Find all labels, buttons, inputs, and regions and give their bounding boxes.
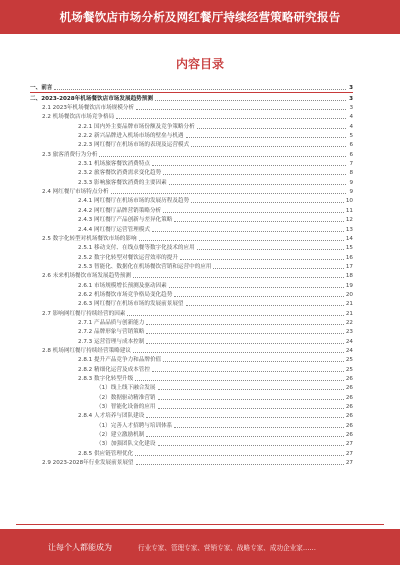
toc-dot-leader xyxy=(135,380,344,381)
footer-banner xyxy=(0,529,400,565)
toc-entry-title: 2.5.1 移动支付、在线点餐等数字化技术的应用 xyxy=(78,245,195,252)
toc-entry-title: 2.9 2023-2028年行业发展前景展望 xyxy=(42,460,134,467)
toc-page-number: 18 xyxy=(345,273,353,280)
toc-dot-leader xyxy=(152,231,344,232)
footer-slogan: 让每个人都能成为 xyxy=(48,542,112,552)
toc-entry[interactable] xyxy=(30,159,353,168)
toc-entry-title: （1）线上线下融合发展 xyxy=(96,385,156,392)
toc-entry-title: 2.7 影响网红餐厅持续经营的因素 xyxy=(42,310,126,317)
toc-page-number: 14 xyxy=(345,235,353,242)
toc-heading: 内容目录 xyxy=(175,57,224,71)
toc-dot-leader xyxy=(99,156,346,157)
toc-dot-leader xyxy=(146,417,344,418)
toc-entry[interactable] xyxy=(30,458,353,467)
toc-entry-title: 2.8.5 供应链管理优化 xyxy=(78,450,134,457)
toc-entry-title: 2.4.3 网红餐厅产品创新与差异化策略 xyxy=(78,217,173,224)
toc-entry[interactable] xyxy=(30,336,353,345)
toc-entry[interactable] xyxy=(30,224,353,233)
toc-entry-title: 2.4.4 网红餐厅运营管理模式 xyxy=(78,226,150,233)
footer-tagline: 行业专家、管理专家、营销专家、战略专家、成功企业家…… xyxy=(138,544,317,552)
toc-entry-title: 2.7.1 产品品质与创新能力 xyxy=(78,319,145,326)
toc-dot-leader xyxy=(54,89,346,90)
toc-dot-leader xyxy=(163,212,344,213)
toc-dot-leader xyxy=(135,455,344,456)
toc-page-number: 27 xyxy=(345,460,353,467)
toc-page-number: 5 xyxy=(349,133,353,140)
toc-entry-title: 2.8 机场网红餐厅持续经营策略建议 xyxy=(42,347,131,354)
toc-entry-title: （3）加强团队文化建设 xyxy=(96,441,156,448)
toc-page-number: 11 xyxy=(345,207,353,214)
header-banner xyxy=(0,0,400,34)
toc-entry-title: 2.2 机场餐饮店市场竞争格局 xyxy=(42,114,115,121)
toc-page-number: 27 xyxy=(345,450,353,457)
toc-entry[interactable] xyxy=(30,83,353,93)
toc-entry-title: 2.6.1 市场规模增长预测及驱动因素 xyxy=(78,282,167,289)
toc-dot-leader xyxy=(197,128,346,129)
toc-entry[interactable] xyxy=(30,121,353,130)
toc-entry-title: 二、2023-2028年机场餐饮店市场发展趋势预测 xyxy=(30,95,153,102)
toc-page-number: 26 xyxy=(345,432,353,439)
toc-entry-title: 2.7.3 运营管理与成本控制 xyxy=(78,338,145,345)
toc-entry[interactable] xyxy=(30,271,353,280)
toc-entry-title: 2.8.4 人才培养与团队建设 xyxy=(78,413,145,420)
toc-page-number: 26 xyxy=(345,385,353,392)
toc-entry[interactable] xyxy=(30,196,353,205)
toc-entry-title: 2.8.3 数字化转型升级 xyxy=(78,376,134,382)
toc-entry[interactable] xyxy=(30,430,353,439)
toc-entry-title: 2.2.1 国内外主要品牌市场份额及竞争策略分析 xyxy=(78,123,195,130)
toc-entry-title: 2.6 未来机场餐饮市场发展趋势预测 xyxy=(42,273,131,280)
toc-entry[interactable] xyxy=(30,280,353,289)
toc-entry-title: 2.4 网红餐厅市场特点分析 xyxy=(42,189,109,196)
toc-entry[interactable] xyxy=(30,383,353,392)
toc-page-number: 23 xyxy=(345,329,353,336)
toc-entry[interactable] xyxy=(30,318,353,327)
toc-entry-title: 2.6.2 机场餐饮市场竞争格局变化趋势 xyxy=(78,291,173,298)
toc-dot-leader xyxy=(158,408,344,409)
toc-entry-title: 2.5 数字化转型对机场餐饮市场的影响 xyxy=(42,235,137,242)
toc-dot-leader xyxy=(174,296,344,297)
toc-entry[interactable] xyxy=(30,234,353,243)
toc-entry[interactable] xyxy=(30,93,353,102)
toc-dot-leader xyxy=(136,464,344,465)
toc-dot-leader xyxy=(146,343,344,344)
toc-entry[interactable] xyxy=(30,439,353,448)
toc-page-number: 10 xyxy=(345,198,353,205)
toc-dot-leader xyxy=(158,389,344,390)
toc-page-number: 4 xyxy=(349,123,353,130)
toc-entry-title: 2.3.1 机场旅客餐饮消费特点 xyxy=(78,161,150,168)
toc-page-number: 25 xyxy=(345,366,353,373)
toc-entry-title: 一、前言 xyxy=(30,85,53,92)
toc-entry[interactable] xyxy=(30,308,353,317)
toc-entry[interactable] xyxy=(30,168,353,177)
toc-page-number: 26 xyxy=(345,404,353,411)
toc-dot-leader xyxy=(136,109,346,110)
toc-dot-leader xyxy=(174,427,344,428)
toc-page-number: 17 xyxy=(345,263,353,270)
toc-entry[interactable] xyxy=(30,252,353,261)
toc-page-number: 4 xyxy=(349,114,353,121)
toc-page-number: 24 xyxy=(345,338,353,345)
toc-entry[interactable] xyxy=(30,392,353,401)
toc-page-number: 22 xyxy=(345,319,353,326)
toc-dot-leader xyxy=(191,146,346,147)
toc-entry[interactable] xyxy=(30,411,353,420)
toc-entry-title: 2.2.2 新兴品牌进入机场市场的壁垒与机遇 xyxy=(78,133,184,140)
toc-entry-title: 2.3.3 影响旅客餐饮消费的主要因素 xyxy=(78,179,167,186)
toc-entry[interactable] xyxy=(30,290,353,299)
toc-entry-title: 2.3 旅客消费行为分析 xyxy=(42,151,98,158)
toc-dot-leader xyxy=(174,221,344,222)
toc-entry-title: 2.7.2 品牌形象与营销策略 xyxy=(78,329,145,336)
toc-page-number: 13 xyxy=(345,226,353,233)
toc-page-number: 6 xyxy=(349,151,353,158)
toc-page-number: 21 xyxy=(345,310,353,317)
toc-dot-leader xyxy=(155,100,346,101)
toc-entry[interactable] xyxy=(30,448,353,457)
toc-dot-leader xyxy=(197,249,344,250)
toc-page-number: 27 xyxy=(345,441,353,448)
toc-page-number: 3 xyxy=(349,85,353,92)
toc-entry[interactable] xyxy=(30,364,353,373)
toc-dot-leader xyxy=(169,184,346,185)
toc-entry[interactable] xyxy=(30,187,353,196)
toc-page-number: 9 xyxy=(349,189,353,196)
toc-entry[interactable] xyxy=(30,177,353,186)
toc-entry-title: 2.1 2023年机场餐饮店市场规模分析 xyxy=(42,105,135,112)
report-title: 机场餐饮店市场分析及网红餐厅持续经营策略研究报告 xyxy=(59,10,341,24)
toc-dot-leader xyxy=(116,118,346,119)
toc-dot-leader xyxy=(152,371,344,372)
toc-page-number: 26 xyxy=(345,376,353,382)
toc-entry-title: （3）智能化设备的应用 xyxy=(96,404,156,411)
toc-entry[interactable] xyxy=(30,299,353,308)
toc-dot-leader xyxy=(180,259,344,260)
toc-page-number: 3 xyxy=(349,95,353,102)
toc-entry[interactable] xyxy=(30,327,353,336)
table-of-contents xyxy=(30,83,353,467)
toc-dot-leader xyxy=(213,268,343,269)
toc-dot-leader xyxy=(111,193,346,194)
toc-page-number: 25 xyxy=(345,357,353,364)
toc-page-number: 20 xyxy=(345,291,353,298)
toc-dot-leader xyxy=(139,240,344,241)
toc-dot-leader xyxy=(158,445,344,446)
toc-dot-leader xyxy=(133,352,344,353)
toc-page-number: 26 xyxy=(345,413,353,420)
toc-entry-title: （2）建立激励机制 xyxy=(96,432,145,439)
toc-page-number: 12 xyxy=(345,217,353,224)
footer-divider xyxy=(16,524,384,525)
toc-entry-title: 2.3.2 旅客餐饮消费需求变化趋势 xyxy=(78,170,162,177)
toc-dot-leader xyxy=(146,436,344,437)
toc-page-number: 6 xyxy=(349,142,353,149)
toc-entry[interactable] xyxy=(30,149,353,158)
toc-entry-title: 2.4.2 网红餐厅品牌营销策略分析 xyxy=(78,207,162,214)
toc-entry-title: 2.5.3 智能化、数据化在机场餐饮营销和运营中的应用 xyxy=(78,263,212,270)
toc-entry-title: 2.2.3 网红餐厅在机场市场的表现及运营模式 xyxy=(78,142,190,149)
toc-page-number: 16 xyxy=(345,254,353,261)
toc-dot-leader xyxy=(133,277,344,278)
toc-entry[interactable] xyxy=(30,140,353,149)
toc-entry[interactable] xyxy=(30,402,353,411)
toc-entry-title: 2.6.3 网红餐厅在机场市场的发展前景展望 xyxy=(78,301,184,308)
toc-entry[interactable] xyxy=(30,262,353,271)
toc-entry[interactable] xyxy=(30,103,353,112)
toc-page-number: 26 xyxy=(345,394,353,401)
toc-entry-title: 2.8.1 提升产品竞争力和品牌价值 xyxy=(78,357,162,364)
toc-page-number: 7 xyxy=(349,161,353,168)
toc-dot-leader xyxy=(158,399,344,400)
toc-dot-leader xyxy=(152,165,346,166)
toc-entry-title: 2.5.2 数字化转型对餐饮运营效率的提升 xyxy=(78,254,178,261)
toc-page-number: 8 xyxy=(349,170,353,177)
toc-page-number: 15 xyxy=(345,245,353,252)
toc-dot-leader xyxy=(163,361,344,362)
toc-entry[interactable] xyxy=(30,355,353,364)
toc-page-number: 26 xyxy=(345,422,353,429)
toc-page-number: 3 xyxy=(349,105,353,112)
toc-entry-title: 2.8.2 精细化运营及成本管控 xyxy=(78,366,150,373)
toc-page-number: 24 xyxy=(345,347,353,354)
toc-dot-leader xyxy=(169,287,344,288)
toc-dot-leader xyxy=(127,315,343,316)
toc-dot-leader xyxy=(163,174,346,175)
toc-entry[interactable] xyxy=(30,346,353,355)
toc-entry[interactable] xyxy=(30,243,353,252)
toc-dot-leader xyxy=(186,137,346,138)
toc-entry[interactable] xyxy=(30,374,353,383)
toc-entry[interactable] xyxy=(30,112,353,121)
toc-dot-leader xyxy=(186,305,344,306)
toc-page-number: 21 xyxy=(345,301,353,308)
toc-entry-title: （1）完善人才招聘与培训体系 xyxy=(96,422,173,429)
toc-entry[interactable] xyxy=(30,131,353,140)
toc-entry-title: （2）数据驱动精准营销 xyxy=(96,394,156,401)
toc-dot-leader xyxy=(191,202,344,203)
toc-page-number: 9 xyxy=(349,179,353,186)
toc-page-number: 19 xyxy=(345,282,353,289)
toc-entry[interactable] xyxy=(30,420,353,429)
toc-entry[interactable] xyxy=(30,205,353,214)
toc-entry-title: 2.4.1 网红餐厅在机场市场的发展历程及趋势 xyxy=(78,198,190,205)
toc-entry[interactable] xyxy=(30,215,353,224)
toc-dot-leader xyxy=(146,324,344,325)
toc-dot-leader xyxy=(146,333,344,334)
